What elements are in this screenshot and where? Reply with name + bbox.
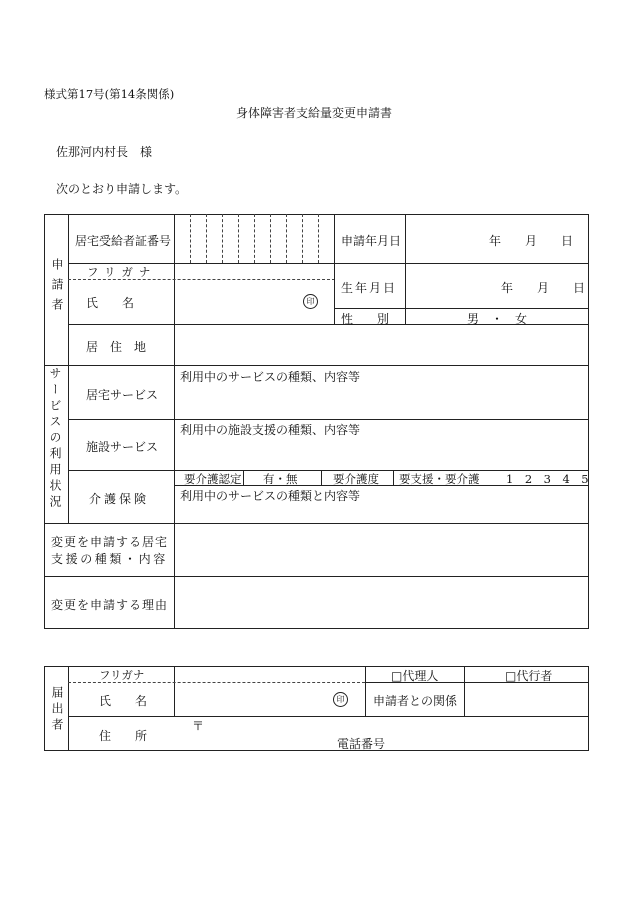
change-kind-label-line2: 支援の種類・内容: [51, 552, 168, 566]
care-certified-value[interactable]: 有・無: [263, 472, 298, 486]
agent-checkbox[interactable]: □代理人: [391, 669, 439, 683]
certificate-number-field[interactable]: [176, 215, 334, 263]
relation-label: 申請者との関係: [373, 694, 458, 708]
furigana-label: フリガナ: [87, 265, 157, 279]
intro-text: 次のとおり申請します。: [56, 182, 188, 196]
proxy-checkbox[interactable]: □代行者: [505, 669, 553, 683]
notifier-address-label: 住 所: [99, 729, 148, 743]
birthdate-value[interactable]: 年 月 日: [501, 281, 586, 295]
care-level-type[interactable]: 要支援・要介護: [399, 472, 480, 486]
applicant-section-label: 申請者: [50, 258, 64, 318]
service-usage-section-label: サービスの利用状況: [48, 367, 62, 511]
application-date-label: 申請年月日: [341, 234, 402, 248]
care-level-label: 要介護度: [333, 472, 379, 486]
home-service-label: 居宅サービス: [86, 388, 159, 402]
sex-label: 性 別: [341, 312, 390, 326]
care-note: 利用中のサービスの種類と内容等: [180, 489, 361, 503]
home-service-field[interactable]: [176, 384, 587, 418]
phone-field[interactable]: [395, 733, 585, 749]
address-field[interactable]: [176, 326, 587, 364]
certificate-number-label: 居宅受給者証番号: [75, 234, 172, 248]
care-service-field[interactable]: [176, 502, 587, 522]
seal-icon: 印: [303, 294, 318, 309]
facility-service-label: 施設サービス: [86, 440, 159, 454]
addressee: 佐那河内村長 様: [56, 145, 153, 159]
notifier-name-label: 氏 名: [99, 694, 148, 708]
furigana-field[interactable]: [176, 264, 333, 278]
phone-label: 電話番号: [337, 737, 386, 751]
care-insurance-label: 介護保険: [89, 492, 150, 506]
sex-value[interactable]: 男 ・ 女: [467, 312, 528, 326]
change-kind-label-line1: 変更を申請する居宅: [51, 535, 169, 549]
application-date-value[interactable]: 年 月 日: [489, 234, 574, 248]
name-label: 氏 名: [86, 296, 135, 310]
notifier-furigana-field[interactable]: [176, 667, 364, 681]
facility-service-note: 利用中の施設支援の種類、内容等: [180, 423, 361, 437]
relation-field[interactable]: [466, 684, 587, 715]
notifier-furigana-label: フリガナ: [99, 668, 145, 682]
document-title: 身体障害者支給量変更申請書: [236, 106, 393, 120]
address-label: 居 住 地: [86, 340, 147, 354]
facility-service-field[interactable]: [176, 436, 587, 469]
birthdate-label: 生年月日: [341, 281, 398, 295]
notifier-seal-icon: 印: [333, 692, 348, 707]
change-reason-label: 変更を申請する理由: [51, 598, 169, 612]
notifier-address-field[interactable]: [176, 718, 326, 749]
care-level-numbers[interactable]: 1 2 3 4 5: [506, 472, 589, 486]
postal-mark: 〒: [192, 719, 205, 733]
form-number: 様式第17号(第14条関係): [44, 87, 175, 101]
change-reason-field[interactable]: [176, 578, 587, 627]
care-certified-label: 要介護認定: [184, 472, 242, 486]
home-service-note: 利用中のサービスの種類、内容等: [180, 370, 361, 384]
notifier-section-label: 届出者: [50, 686, 64, 734]
change-kind-field[interactable]: [176, 525, 587, 575]
